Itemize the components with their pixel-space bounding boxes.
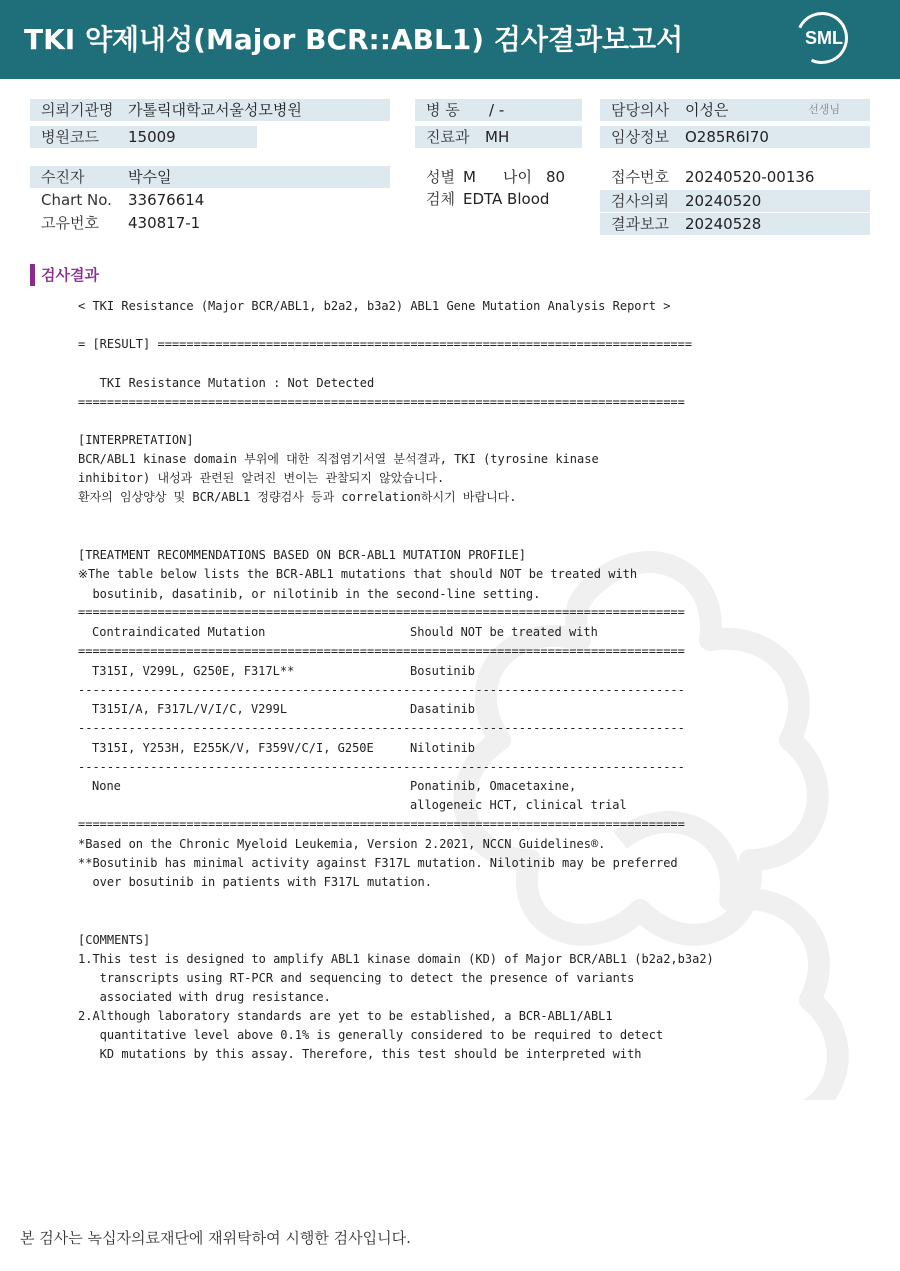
institution-field xyxy=(30,99,390,121)
doctor-suffix: 선생님 xyxy=(808,103,840,116)
comments-header: [COMMENTS] xyxy=(78,933,151,947)
sex-label: 성별 xyxy=(426,168,455,186)
result-line: TKI Resistance Mutation : Not Detected xyxy=(78,376,375,390)
comment-line-1: 1.This test is designed to amplify ABL1 kinase domain (KD) of Major BCR/ABL1 (b2a2,b3a2) xyxy=(78,952,714,966)
clinical-field xyxy=(600,126,870,148)
comment-line-5: quantitative level above 0.1% is generally considered to be required to detect xyxy=(78,1028,664,1042)
table-row-separator: ------------------------------------------------------------------------------------ xyxy=(78,683,685,697)
treatment-line-1: ※The table below lists the BCR-ABL1 mutations that should NOT be treated with xyxy=(78,567,638,581)
table-row-separator: ------------------------------------------------------------------------------------ xyxy=(78,760,685,774)
sex-age-field xyxy=(415,166,585,188)
age-label: 나이 xyxy=(503,168,532,186)
table-row-mutation: T315I, V299L, G250E, F317L** xyxy=(92,664,295,678)
specimen-label: 검체 xyxy=(426,190,455,208)
ward-field xyxy=(415,99,582,121)
table-row-drug: Ponatinib, Omacetaxine, xyxy=(410,779,577,793)
footnote-2: **Bosutinib has minimal activity against F317L mutation. Nilotinib may be preferred xyxy=(78,856,678,870)
result-separator: ==================================================================================== xyxy=(78,395,685,409)
sml-logo xyxy=(796,12,852,68)
chart-field xyxy=(30,189,390,211)
dept-label: 진료과 xyxy=(426,128,470,146)
hospital-code-value: 15009 xyxy=(128,128,176,146)
patient-value: 박수일 xyxy=(128,168,172,186)
receipt-label: 접수번호 xyxy=(611,168,669,186)
clinical-label: 임상정보 xyxy=(611,128,669,146)
table-header-separator: ==================================================================================== xyxy=(78,644,685,658)
footer-note: 본 검사는 녹십자의료재단에 재위탁하여 시행한 검사입니다. xyxy=(20,1229,411,1247)
report-subtitle: < TKI Resistance (Major BCR/ABL1, b2a2, b3a2) ABL1 Gene Mutation Analysis Report > xyxy=(78,299,671,313)
unique-label: 고유번호 xyxy=(41,214,99,232)
request-label: 검사의뢰 xyxy=(611,192,669,210)
table-bottom-separator: ==================================================================================== xyxy=(78,817,685,831)
results-section-title: 검사결과 xyxy=(30,264,99,286)
table-row-drug: Nilotinib xyxy=(410,741,476,755)
report-title: TKI 약제내성(Major BCR::ABL1) 검사결과보고서 xyxy=(24,23,684,56)
treatment-line-2: bosutinib, dasatinib, or nilotinib in the second-line setting. xyxy=(78,587,541,601)
request-value: 20240520 xyxy=(685,192,762,210)
table-header-drug: Should NOT be treated with xyxy=(410,625,598,639)
sex-value: M xyxy=(463,168,476,186)
age-value: 80 xyxy=(546,168,566,186)
table-row-drug: Dasatinib xyxy=(410,702,476,716)
table-top-separator: ==================================================================================== xyxy=(78,605,685,619)
ward-value: / - xyxy=(489,101,505,119)
report-date-field xyxy=(600,213,870,235)
ward-label: 병 동 xyxy=(426,101,460,119)
report-header xyxy=(0,0,900,79)
hospital-code-label: 병원코드 xyxy=(41,128,99,146)
unique-field xyxy=(30,212,390,234)
doctor-field xyxy=(600,99,870,121)
comment-line-6: KD mutations by this assay. Therefore, this test should be interpreted with xyxy=(78,1047,642,1061)
table-row-mutation: T315I/A, F317L/V/I/C, V299L xyxy=(92,702,288,716)
patient-field xyxy=(30,166,390,188)
table-row-drug: Bosutinib xyxy=(410,664,476,678)
interpretation-line-1: BCR/ABL1 kinase domain 부위에 대한 직접염기서열 분석결과, TKI (tyrosine kinase xyxy=(78,452,599,466)
report-date-label: 결과보고 xyxy=(611,215,669,233)
interpretation-line-3: 환자의 임상양상 및 BCR/ABL1 정량검사 등과 correlation하시기 바랍니다. xyxy=(78,490,517,504)
logo-text: SML xyxy=(805,28,843,48)
doctor-label: 담당의사 xyxy=(611,101,669,119)
dept-field xyxy=(415,126,582,148)
footnote-1: *Based on the Chronic Myeloid Leukemia, Version 2.2021, NCCN Guidelines®. xyxy=(78,837,606,851)
table-row-separator: ------------------------------------------------------------------------------------ xyxy=(78,721,685,735)
patient-label: 수진자 xyxy=(41,168,85,186)
clinical-value: O285R6I70 xyxy=(685,128,769,146)
table-header-mutation: Contraindicated Mutation xyxy=(92,625,266,639)
result-header: = [RESULT] ========================================================================== xyxy=(78,337,693,351)
table-row-drug-continued: allogeneic HCT, clinical trial xyxy=(410,798,627,812)
request-field xyxy=(600,190,870,212)
table-row-mutation: T315I, Y253H, E255K/V, F359V/C/I, G250E xyxy=(92,741,374,755)
chart-value: 33676614 xyxy=(128,191,205,209)
doctor-value: 이성은 xyxy=(685,101,729,119)
hospital-code-field xyxy=(30,126,257,148)
receipt-field xyxy=(600,166,870,188)
interpretation-line-2: inhibitor) 내성과 관련된 알려진 변이는 관찰되지 않았습니다. xyxy=(78,471,445,485)
footnote-3: over bosutinib in patients with F317L mutation. xyxy=(78,875,433,889)
report-date-value: 20240528 xyxy=(685,215,762,233)
table-row-mutation: None xyxy=(92,779,121,793)
chart-label: Chart No. xyxy=(41,191,112,209)
dept-value: MH xyxy=(485,128,510,146)
unique-value: 430817-1 xyxy=(128,214,201,232)
interpretation-header: [INTERPRETATION] xyxy=(78,433,194,447)
specimen-field xyxy=(415,188,585,210)
comment-line-3: associated with drug resistance. xyxy=(78,990,331,1004)
treatment-header: [TREATMENT RECOMMENDATIONS BASED ON BCR-ABL1 MUTATION PROFILE] xyxy=(78,548,526,562)
comment-line-4: 2.Although laboratory standards are yet to be established, a BCR-ABL1/ABL1 xyxy=(78,1009,613,1023)
institution-value: 가톨릭대학교서울성모병원 xyxy=(128,101,302,119)
comment-line-2: transcripts using RT-PCR and sequencing to detect the presence of variants xyxy=(78,971,635,985)
institution-label: 의뢰기관명 xyxy=(41,101,114,119)
specimen-value: EDTA Blood xyxy=(463,190,550,208)
receipt-value: 20240520-00136 xyxy=(685,168,815,186)
